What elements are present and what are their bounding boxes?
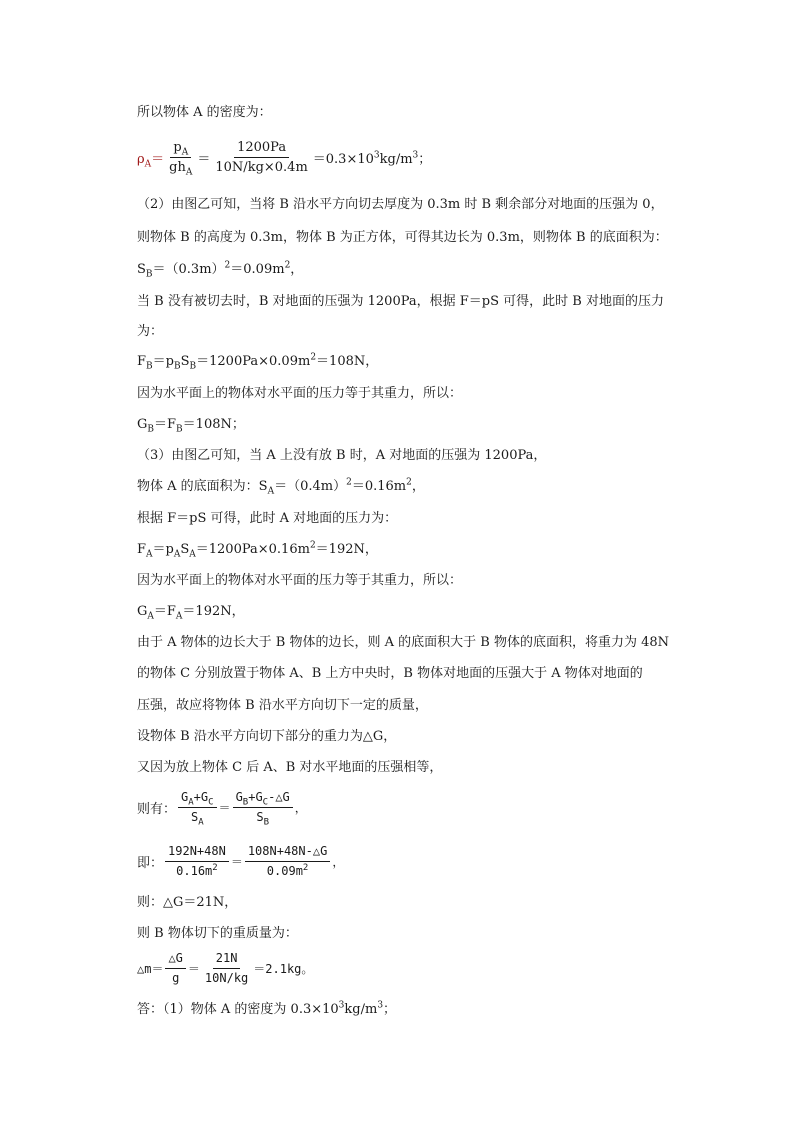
text-line: （2）由图乙可知，当将 B 沿水平方向切去厚度为 0.3m 时 B 剩余部分对地面的压强为 0， bbox=[137, 197, 664, 212]
numeric-equation: 即： $\frac{192N+48N}{0.16m^2}$ ＝ $\frac{108N+48N-\triangle G}{0.09m^2}$ ， bbox=[137, 844, 345, 878]
fraction: $\frac{108N+48N-\triangle G}{0.09m^2}$ bbox=[245, 844, 330, 879]
text-line: 为： bbox=[137, 324, 164, 339]
text-line: 则：△G＝21N， bbox=[137, 895, 238, 910]
text-line: 所以物体 A 的密度为： bbox=[137, 105, 272, 120]
fraction: $\frac{G_B+G_C-\triangle G}{S_B}$ bbox=[233, 790, 293, 825]
fraction: $\frac{1200Pa}{10N/kg\times 0.4m}$ bbox=[215, 140, 308, 175]
eq-text: $\rho_A=$ bbox=[137, 152, 165, 170]
text-line: 设物体 B 沿水平方向切下部分的重力为△G， bbox=[137, 729, 397, 744]
text-line: 由于 A 物体的边长大于 B 物体的边长，则 A 的底面积大于 B 物体的底面积，将重力为 48N bbox=[137, 635, 669, 650]
text-line: （3）由图乙可知，当 A 上没有放 B 时，A 对地面的压强为 1200Pa， bbox=[137, 448, 547, 463]
fraction: $\frac{21N}{10N/kg}$ bbox=[204, 951, 249, 985]
text-line: 则 B 物体切下的重质量为： bbox=[137, 926, 298, 941]
pressure-balance-equation: 则有： $\frac{G_A+G_C}{S_A}$ ＝ $\frac{G_B+G_C-\triangle G}{S_B}$ ， bbox=[137, 790, 307, 828]
text-line: 当 B 没有被切去时，B 对地面的压强为 1200Pa，根据 F＝pS 可得，此时 B 对地面的压力 bbox=[137, 294, 664, 309]
text-line: 压强，故应将物体 B 沿水平方向切下一定的质量， bbox=[137, 698, 428, 713]
fraction: $\frac{192N+48N}{0.16m^2}$ bbox=[165, 844, 229, 879]
formula-line: $G_A=F_A=192N$， bbox=[137, 604, 245, 622]
formula-line: $F_A=p_AS_A=1200Pa\times 0.16m^2=192N$， bbox=[137, 540, 378, 560]
fraction: $\frac{G_A+G_C}{S_A}$ bbox=[178, 790, 217, 825]
text-line: 的物体 C 分别放置于物体 A、B 上方中央时，B 物体对地面的压强大于 A 物体对地面的 bbox=[137, 666, 643, 681]
text-line: 则物体 B 的高度为 0.3m，物体 B 为正方体，可得其边长为 0.3m，则物体 B 的底面积为： bbox=[137, 230, 668, 245]
formula-line: 物体 A 的底面积为：$S_A=(0.4m)^2=0.16m^2$， bbox=[137, 477, 425, 497]
formula-line: $F_B=p_BS_B=1200Pa\times 0.09m^2=108N$， bbox=[137, 352, 379, 372]
mass-equation: △m＝ $\frac{\triangle G}{g}$ ＝ $\frac{21N}{10N/kg}$ ＝2.1kg。 bbox=[137, 951, 314, 985]
formula-line: $G_B=F_B=108N$； bbox=[137, 417, 245, 435]
formula-line: $S_B=(0.3m)^2=0.09m^2$， bbox=[137, 260, 304, 280]
text-line: 因为水平面上的物体对水平面的压力等于其重力，所以： bbox=[137, 386, 463, 401]
text-line: 根据 F＝pS 可得，此时 A 对地面的压力为： bbox=[137, 511, 398, 526]
fraction: $\frac{p_A}{gh_A}$ bbox=[169, 140, 193, 178]
density-equation: $\rho_A=$ $\frac{p_A}{gh_A}$ ＝ $\frac{1200Pa}{10N/kg\times 0.4m}$ $=0.3\times 10^3kg/m^3$； bbox=[137, 140, 432, 178]
text-line: 因为水平面上的物体对水平面的压力等于其重力，所以： bbox=[137, 573, 463, 588]
answer-line: 答：（1）物体 A 的密度为 $0.3\times 10^3kg/m^3$； bbox=[137, 1000, 397, 1017]
text-line: 又因为放上物体 C 后 A、B 对水平地面的压强相等， bbox=[137, 760, 443, 775]
fraction: $\frac{\triangle G}{g}$ bbox=[165, 951, 185, 986]
